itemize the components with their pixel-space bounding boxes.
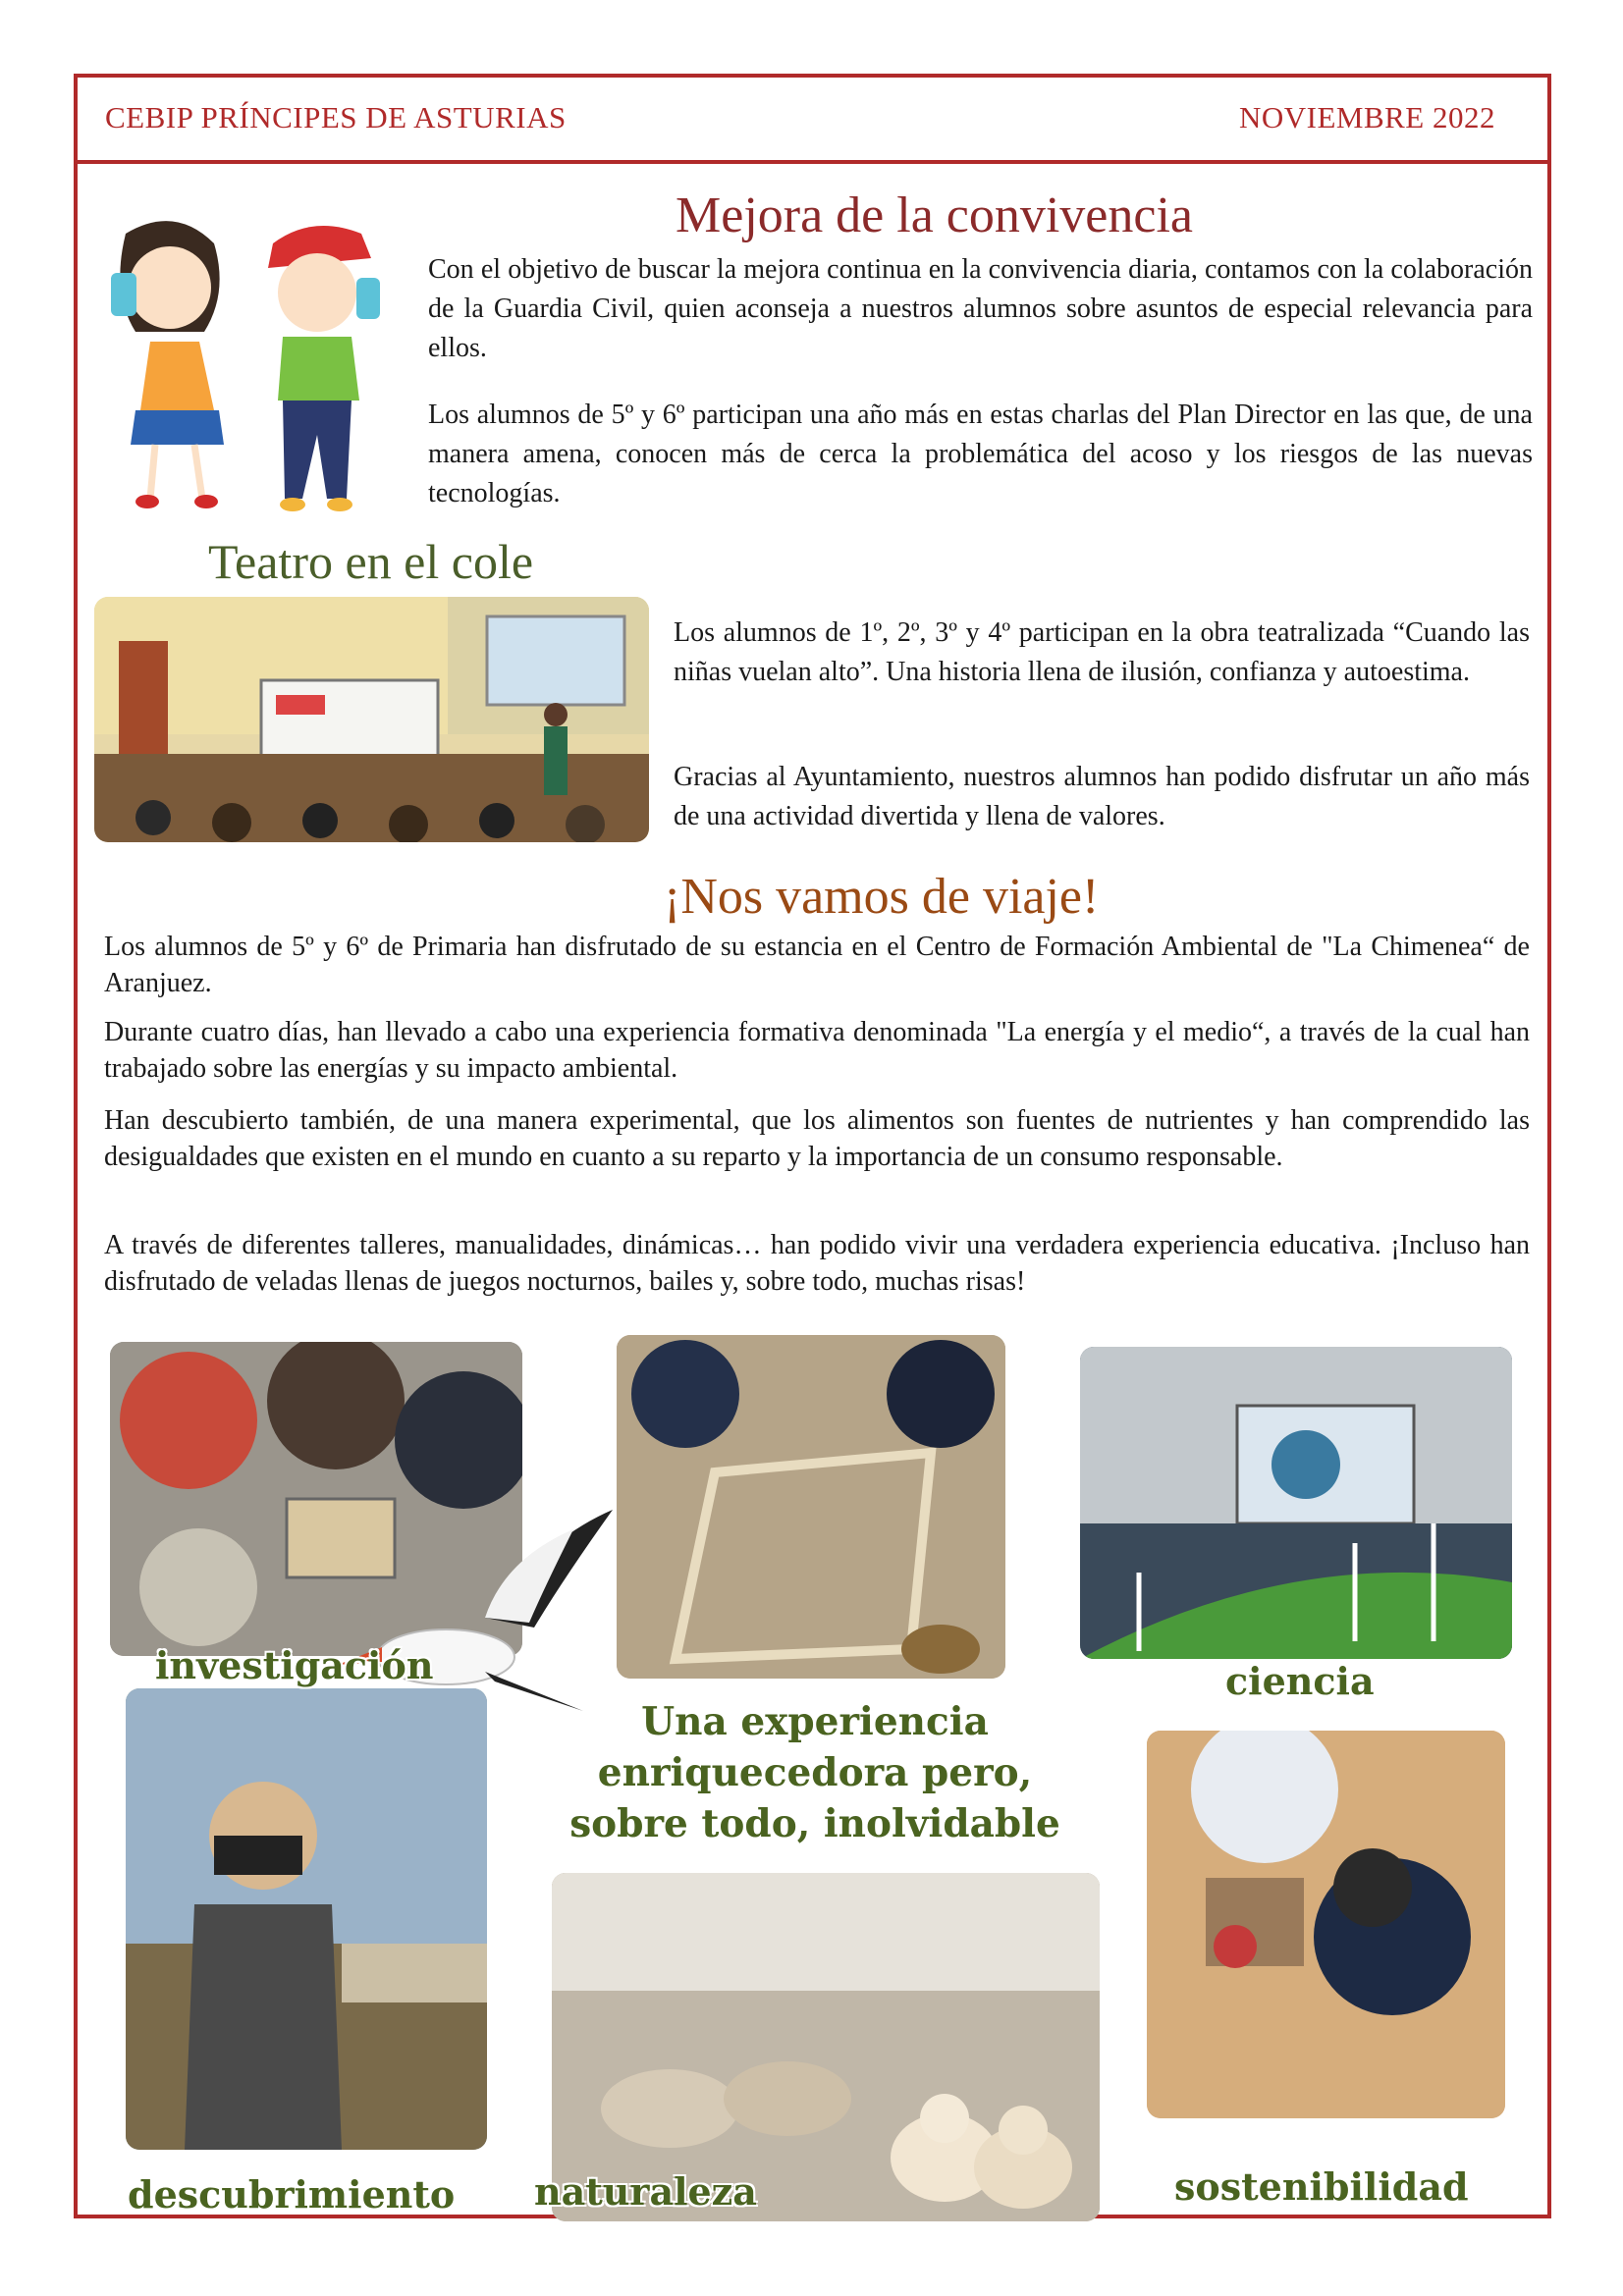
header-divider [74, 160, 1551, 164]
caption-investigacion: investigación [155, 1643, 434, 1687]
theatre-photo [94, 597, 649, 842]
viaje-paragraph-2: Durante cuatro días, han llevado a cabo una experiencia formativa denominada "La energía y el medio“, a través de la cual han trabajado sobre las energías y su impacto ambiental. [104, 1017, 1530, 1084]
kids-phone-illustration [106, 214, 401, 513]
viaje-paragraph-4: A través de diferentes talleres, manualidades, dinámicas… han podido vivir una verdadera experiencia educativa. ¡Incluso han disfrutado de veladas llenas de juegos nocturnos, bailes y, sobre todo, muchas risas! [104, 1230, 1530, 1297]
school-name: CEBIP PRÍNCIPES DE ASTURIAS [105, 100, 567, 134]
caption-sostenibilidad: sostenibilidad [1174, 2164, 1469, 2209]
viaje-paragraph-1: Los alumnos de 5º y 6º de Primaria han disfrutado de su estancia en el Centro de Formación Ambiental de "La Chimenea“ de Aranjuez. [104, 932, 1530, 998]
section-title-viaje: ¡Nos vamos de viaje! [664, 869, 1100, 925]
caption-ciencia: ciencia [1225, 1659, 1375, 1703]
convivencia-paragraph-1: Con el objetivo de buscar la mejora continua en la convivencia diaria, contamos con la colaboración de la Guardia Civil, quien aconseja a nuestros alumnos sobre asuntos de especial relevancia para ellos. [428, 254, 1533, 363]
teatro-paragraph-2: Gracias al Ayuntamiento, nuestros alumnos han podido disfrutar un año más de una actividad divertida y llena de valores. [674, 762, 1530, 831]
section-title-teatro: Teatro en el cole [208, 534, 534, 589]
slogan-line-3: sobre todo, inolvidable [569, 1801, 1060, 1846]
viaje-paragraph-3: Han descubierto también, de una manera experimental, que los alimentos son fuentes de nutrientes y han comprendido las desigualdades que existen en el mundo en cuanto a su reparto y la importancia de un consumo responsable. [104, 1105, 1530, 1172]
section-title-convivencia: Mejora de la convivencia [676, 187, 1193, 243]
photo-sostenibilidad [1147, 1731, 1505, 2118]
teatro-paragraph-1: Los alumnos de 1º, 2º, 3º y 4º participan en la obra teatralizada “Cuando las niñas vuelan alto”. Una historia llena de ilusión, confianza y autoestima. [674, 617, 1530, 687]
convivencia-paragraph-2: Los alumnos de 5º y 6º participan una año más en estas charlas del Plan Director en las que, de una manera amena, conocen más de cerca la problemática del acoso y los riesgos de las nuevas tecnologías. [428, 400, 1533, 508]
slogan-line-2: enriquecedora pero, [597, 1750, 1033, 1795]
photo-descubrimiento [126, 1688, 487, 2150]
collage-slogan [530, 1696, 1100, 1849]
photo-frame-activity [617, 1335, 1005, 1679]
newsletter-date: NOVIEMBRE 2022 [1238, 100, 1495, 134]
stork-icon [338, 1500, 632, 1726]
caption-descubrimiento: descubrimiento [128, 2172, 456, 2216]
caption-naturaleza: naturaleza [534, 2169, 757, 2214]
photo-ciencia [1080, 1347, 1512, 1659]
slogan-line-1: Una experiencia [641, 1699, 989, 1744]
